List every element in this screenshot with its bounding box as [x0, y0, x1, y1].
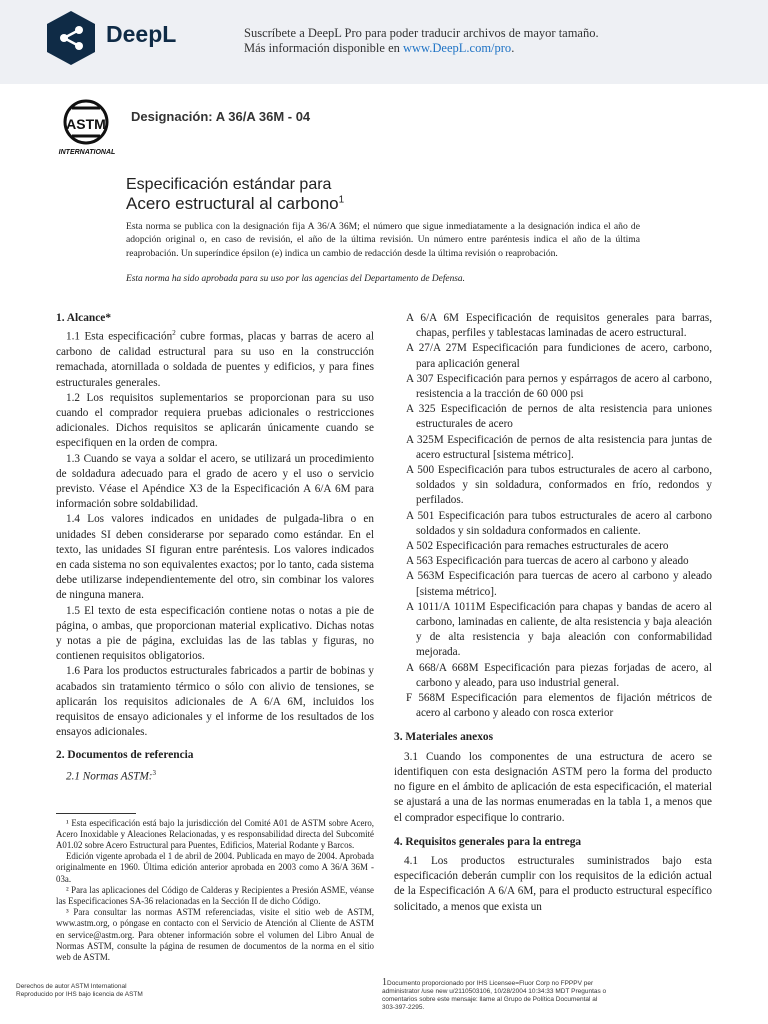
promo-line1: Suscríbete a DeepL Pro para poder traducir archivos de mayor tamaño.	[244, 26, 599, 40]
intro-paragraph: Esta norma se publica con la designación fija A 36/A 36M; el número que sigue inmediatamente a la designación indica el año de adopción original o, en caso de revisión, el año de la última revisión. Un número entre paréntesis indica el año de la última reaprobación. Un superíndice épsilon (e) indica un cambio de redacción desde la última revisión o reaprobación.	[126, 221, 640, 259]
svg-text:INTERNATIONAL: INTERNATIONAL	[58, 149, 116, 156]
promo-line2: Más información disponible en www.DeepL.com/pro.	[244, 41, 515, 55]
section-heading: 2. Documentos de referencia	[56, 749, 194, 762]
title-line1: Especificación estándar para	[126, 176, 332, 193]
reference-item: A 325M Especificación de pernos de alta resistencia para juntas de acero estructural [sistema métrico].	[406, 433, 712, 461]
reference-item: A 307 Especificación para pernos y espárragos de acero al carbono, resistencia a la tracción de 60 000 psi	[406, 372, 712, 401]
left-column	[56, 311, 374, 963]
footer-license: 1Documento proporcionado por IHS Licensee=Fluor Corp no FPPPV per administrator /use new u/2110503106, 10/28/2004 10:34:33 MDT Preguntas o comentarios sobre este mensaje: llame al Grupo de Política Documental al 303-397-2295.	[382, 977, 607, 1011]
footnotes	[56, 818, 374, 964]
section-heading: 3. Materiales anexos	[394, 731, 494, 744]
footnote: ² Para las aplicaciones del Código de Calderas y Recipientes a Presión ASME, véanse las Especificaciones SA-36 relacionadas en la Sección II de dicho Código.	[56, 884, 374, 906]
footnote: Edición vigente aprobada el 1 de abril de 2004. Publicada en mayo de 2004. Aprobada originalmente en 1960. Última edición anterior aprobada en 2003 como A 36/A 36M - 03a.	[56, 851, 374, 884]
reference-item: A 500 Especificación para tubos estructurales de acero al carbono, soldados y sin soldadura, conformados en frío, redondos y perfilados.	[406, 464, 712, 507]
paragraph: 1.4 Los valores indicados en unidades de pulgada-libra o en unidades SI deben considerarse por separado como estándar. En el texto, las unidades SI figuran entre paréntesis. Los valores indicados en cada sistema no son equivalentes exactos; por lo tanto, cada sistema debe utilizarse independientemente del otro, sin combinar los valores de ninguna manera.	[56, 513, 374, 602]
approval-note: Esta norma ha sido aprobada para su uso por las agencias del Departamento de Defensa.	[126, 274, 465, 284]
right-column	[394, 311, 712, 915]
svg-text:ASTM: ASTM	[66, 116, 106, 132]
reference-item: A 563 Especificación para tuercas de acero al carbono y aleado	[406, 555, 689, 568]
reference-item: A 668/A 668M Especificación para piezas forjadas de acero, al carbono y aleado, para uso industrial general.	[406, 661, 712, 689]
footnote-divider	[56, 813, 136, 814]
reference-item: F 568M Especificación para elementos de fijación métricos de acero al carbono y aleado con rosca exterior	[406, 692, 712, 720]
designation: Designación: A 36/A 36M - 04	[131, 109, 311, 124]
section-heading: 4. Requisitos generales para la entrega	[394, 835, 582, 848]
section-heading: 1. Alcance*	[56, 312, 112, 324]
paragraph: 4.1 Los productos estructurales suministrados bajo esta especificación deberán cumplir con los requisitos de la edición actual de la Especificación A 6/A 6M, para el producto estructural específico solicitado, a menos que exista un	[394, 854, 712, 913]
paragraph: 1.1 Esta especificación$^2$ cubre formas, placas y barras de acero al carbono de calidad estructural para su uso en la construcción remachada, atornillada o soldada de puentes y edificios, y para fines estructurales generales.	[56, 329, 374, 389]
promo-text	[244, 26, 599, 56]
reference-item: A 6/A 6M Especificación de requisitos generales para barras, chapas, perfiles y tablestacas laminadas de acero estructural.	[406, 312, 712, 340]
footer-copyright: Derechos de autor ASTM International Reproducido por IHS bajo licencia de ASTM	[16, 983, 143, 998]
reference-item: A 325 Especificación de pernos de alta resistencia para uniones estructurales de acero	[406, 403, 712, 431]
paragraph: 3.1 Cuando los componentes de una estructura de acero se identifiquen con esta designación ASTM pero la forma del producto no figure en el ámbito de aplicación de esta especificación, el material se ajustará a una de las normas enumeradas en la tabla 1, a menos que el comprador especifique lo contrario.	[394, 750, 712, 824]
astm-logo	[52, 98, 122, 158]
paragraph: 1.6 Para los productos estructurales fabricados a partir de bobinas y acabados sin tratamiento térmico o sólo con alivio de tensiones, se aplicarán los requisitos adicionales de A 6/A 6M, incluidos los requisitos de ensayo adicionales y el informe de los resultados de los ensayos adicionales.	[56, 665, 374, 739]
reference-item: A 27/A 27M Especificación para fundiciones de acero, carbono, para aplicación general	[406, 342, 712, 370]
title-line2: Acero estructural al carbono$^1$	[126, 194, 345, 213]
paragraph: 1.2 Los requisitos suplementarios se proporcionan para su uso cuando el comprador requiera pruebas adicionales o restricciones adicionales. Dichos requisitos se aplicarán únicamente cuando se especifiquen en la orden de compra.	[56, 391, 374, 450]
paragraph: 2.1 Normas ASTM:$^3$	[66, 768, 157, 783]
deepl-logo-icon[interactable]	[46, 10, 96, 66]
reference-item: A 563M Especificación para tuercas de acero al carbono y aleado [sistema métrico].	[406, 570, 712, 598]
paragraph: 1.5 El texto de esta especificación contiene notas o notas a pie de página, o ambas, que proporcionan material explicativo. Dichas notas y notas a pie de página, excluidas las de las tablas y figuras, no contienen requisitos obligatorios.	[56, 604, 374, 663]
footnote: ¹ Esta especificación está bajo la jurisdicción del Comité A01 de ASTM sobre Acero, Acero Inoxidable y Aleaciones Relacionadas, y es responsabilidad directa del Subcomité A01.02 sobre Acero Estructural para Puentes, Edificios, Material Rodante y Barcos.	[56, 817, 374, 850]
page-number: 1	[382, 977, 387, 988]
reference-item: A 501 Especificación para tubos estructurales de acero al carbono soldados y sin soldadura conformados en caliente.	[406, 509, 712, 537]
paragraph: 1.3 Cuando se vaya a soldar el acero, se utilizará un procedimiento de soldadura adecuado para el grado de acero y el uso o servicio previsto. Véase el Apéndice X3 de la Especificación A 6/A 6M para información sobre soldabilidad.	[56, 452, 374, 511]
deepl-banner	[0, 0, 768, 84]
deepl-wordmark[interactable]: DeepL	[106, 21, 177, 47]
deepl-pro-link[interactable]: www.DeepL.com/pro	[403, 41, 512, 55]
reference-item: A 502 Especificación para remaches estructurales de acero	[406, 540, 669, 553]
footnote: ³ Para consultar las normas ASTM referenciadas, visite el sitio web de ASTM, www.astm.org, o póngase en contacto con el Servicio de Atención al Cliente de ASTM en service@astm.org. Para obtener información sobre el volumen del Libro Anual de Normas ASTM, consulte la página de resumen de documentos de la norma en el sitio web de ASTM.	[56, 907, 374, 962]
reference-item: A 1011/A 1011M Especificación para chapas y bandas de acero al carbono, laminadas en caliente, de alta resistencia y baja aleación y de alta resistencia y baja aleación con conformabilidad mejorada.	[406, 600, 712, 659]
